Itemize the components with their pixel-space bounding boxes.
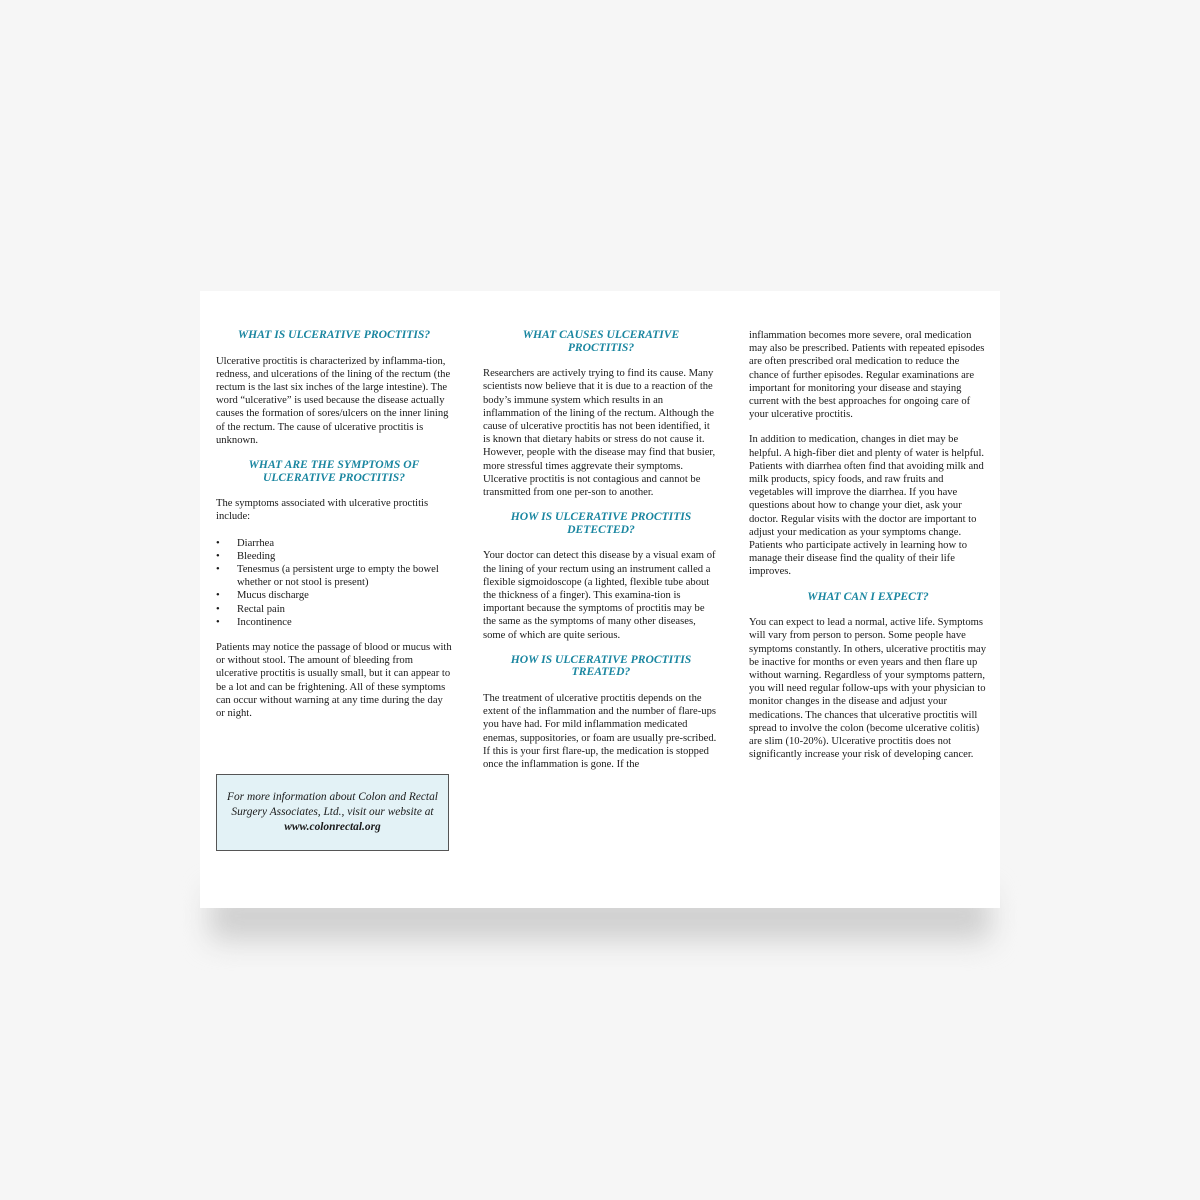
list-item: • Rectal pain	[216, 603, 452, 616]
heading-treated: HOW IS ULCERATIVE PROCTITIS TREATED?	[510, 652, 692, 679]
heading-causes: WHAT CAUSES ULCERATIVE PROCTITIS?	[522, 328, 680, 354]
info-box	[216, 774, 449, 851]
heading-what-is: WHAT IS ULCERATIVE PROCTITIS?	[237, 328, 431, 341]
list-item: • Incontinence	[216, 616, 452, 629]
paragraph-expect: You can expect to lead a normal, active life. Symptoms will vary from person to person. Some people have symptoms constantly. In others, ulcerative proctitis may be inactive for months or even years and then flare up without warning. Regardless of your symptoms pattern, you will need regular follow-ups with your physician to monitor changes in the disease and adjust your medications. The chances that ulcerative proctitis will spread to involve the colon (become ulcerative colitis) are slim (10-20%). Ulcerative proctitis does not significantly increase your risk of developing cancer.	[749, 617, 987, 761]
heading-symptoms: WHAT ARE THE SYMPTOMS OF ULCERATIVE PROCTITIS?	[248, 458, 420, 484]
paragraph-treated: The treatment of ulcerative proctitis depends on the extent of the inflammation and the number of flare-ups you have had. For mild inflammation medicated enemas, suppositories, or foam are usually pre-scribed. If this is your first flare-up, the medication is stopped once the inflammation is gone. If the	[483, 693, 717, 771]
heading-expect: WHAT CAN I EXPECT?	[807, 589, 929, 603]
column-middle	[483, 329, 719, 771]
info-text: For more information about Colon and Rectal Surgery Associates, Ltd., visit our website at	[227, 790, 438, 818]
paragraph-symptoms-detail: Patients may notice the passage of blood or mucus with or without stool. The amount of bleeding from ulcerative proctitis is usually small, but it can appear to be a lot and can be frightening. All of these symptoms can occur without warning at any time during the day or night.	[216, 642, 452, 720]
website-link[interactable]: www.colonrectal.org	[284, 821, 381, 834]
heading-detected: HOW IS ULCERATIVE PROCTITIS DETECTED?	[510, 510, 692, 536]
symptom-list	[216, 537, 452, 629]
paragraph-detected: Your doctor can detect this disease by a visual exam of the lining of your rectum using an instrument called a flexible sigmoidoscope (a lighted, flexible tube about the thickness of a finger). This examina-tion is important because the symptoms of proctitis may be the same as the symptoms of many other diseases, some of which are quite serious.	[483, 550, 716, 641]
column-left	[216, 329, 452, 720]
list-item: • Mucus discharge	[216, 589, 452, 602]
column-right	[749, 329, 987, 761]
list-item: • Tenesmus (a persistent urge to empty the bowel whether or not stool is present)	[216, 563, 452, 589]
paragraph-symptoms-intro: The symptoms associated with ulcerative proctitis include:	[216, 498, 429, 523]
list-item: • Diarrhea	[216, 537, 452, 550]
paragraph-causes: Researchers are actively trying to find its cause. Many scientists now believe that it is due to a reaction of the body’s immune system which results in an inflammation of the lining of the rectum. Although the cause of ulcerative proctitis has not been identified, it is known that dietary habits or stress do not cause it. However, people with the disease may find that busier, more stressful times aggrevate their symptoms. Ulcerative proctitis is not contagious and cannot be transmitted from one per-son to another.	[483, 368, 716, 499]
brochure-page	[200, 291, 1000, 908]
paragraph-what-is: Ulcerative proctitis is characterized by inflamma-tion, redness, and ulcerations of the lining of the rectum (the rectum is the last six inches of the large intestine). The word “ulcerative” is used because the disease actually causes the formation of sores/ulcers on the inner lining of the rectum. The cause of ulcerative proctitis is unknown.	[216, 355, 451, 446]
paragraph-diet: In addition to medication, changes in diet may be helpful. A high-fiber diet and plenty of water is helpful. Patients with diarrhea often find that avoiding milk and milk products, spicy foods, and raw fruits and vegetables will improve the diarrhea. If you have questions about how to change your diet, ask your doctor. Regular visits with the doctor are important to adjust your medication as your symptoms change. Patients who participate actively in learning how to manage their disease find the quality of their life improves.	[749, 434, 985, 578]
list-item: • Bleeding	[216, 550, 452, 563]
paragraph-treatment-cont: inflammation becomes more severe, oral medication may also be prescribed. Patients with repeated episodes are often prescribed oral medication to reduce the chance of further episodes. Regular examinations are important for monitoring your disease and staying current with the best approaches for ongoing care of your ulcerative proctitis.	[749, 330, 985, 421]
